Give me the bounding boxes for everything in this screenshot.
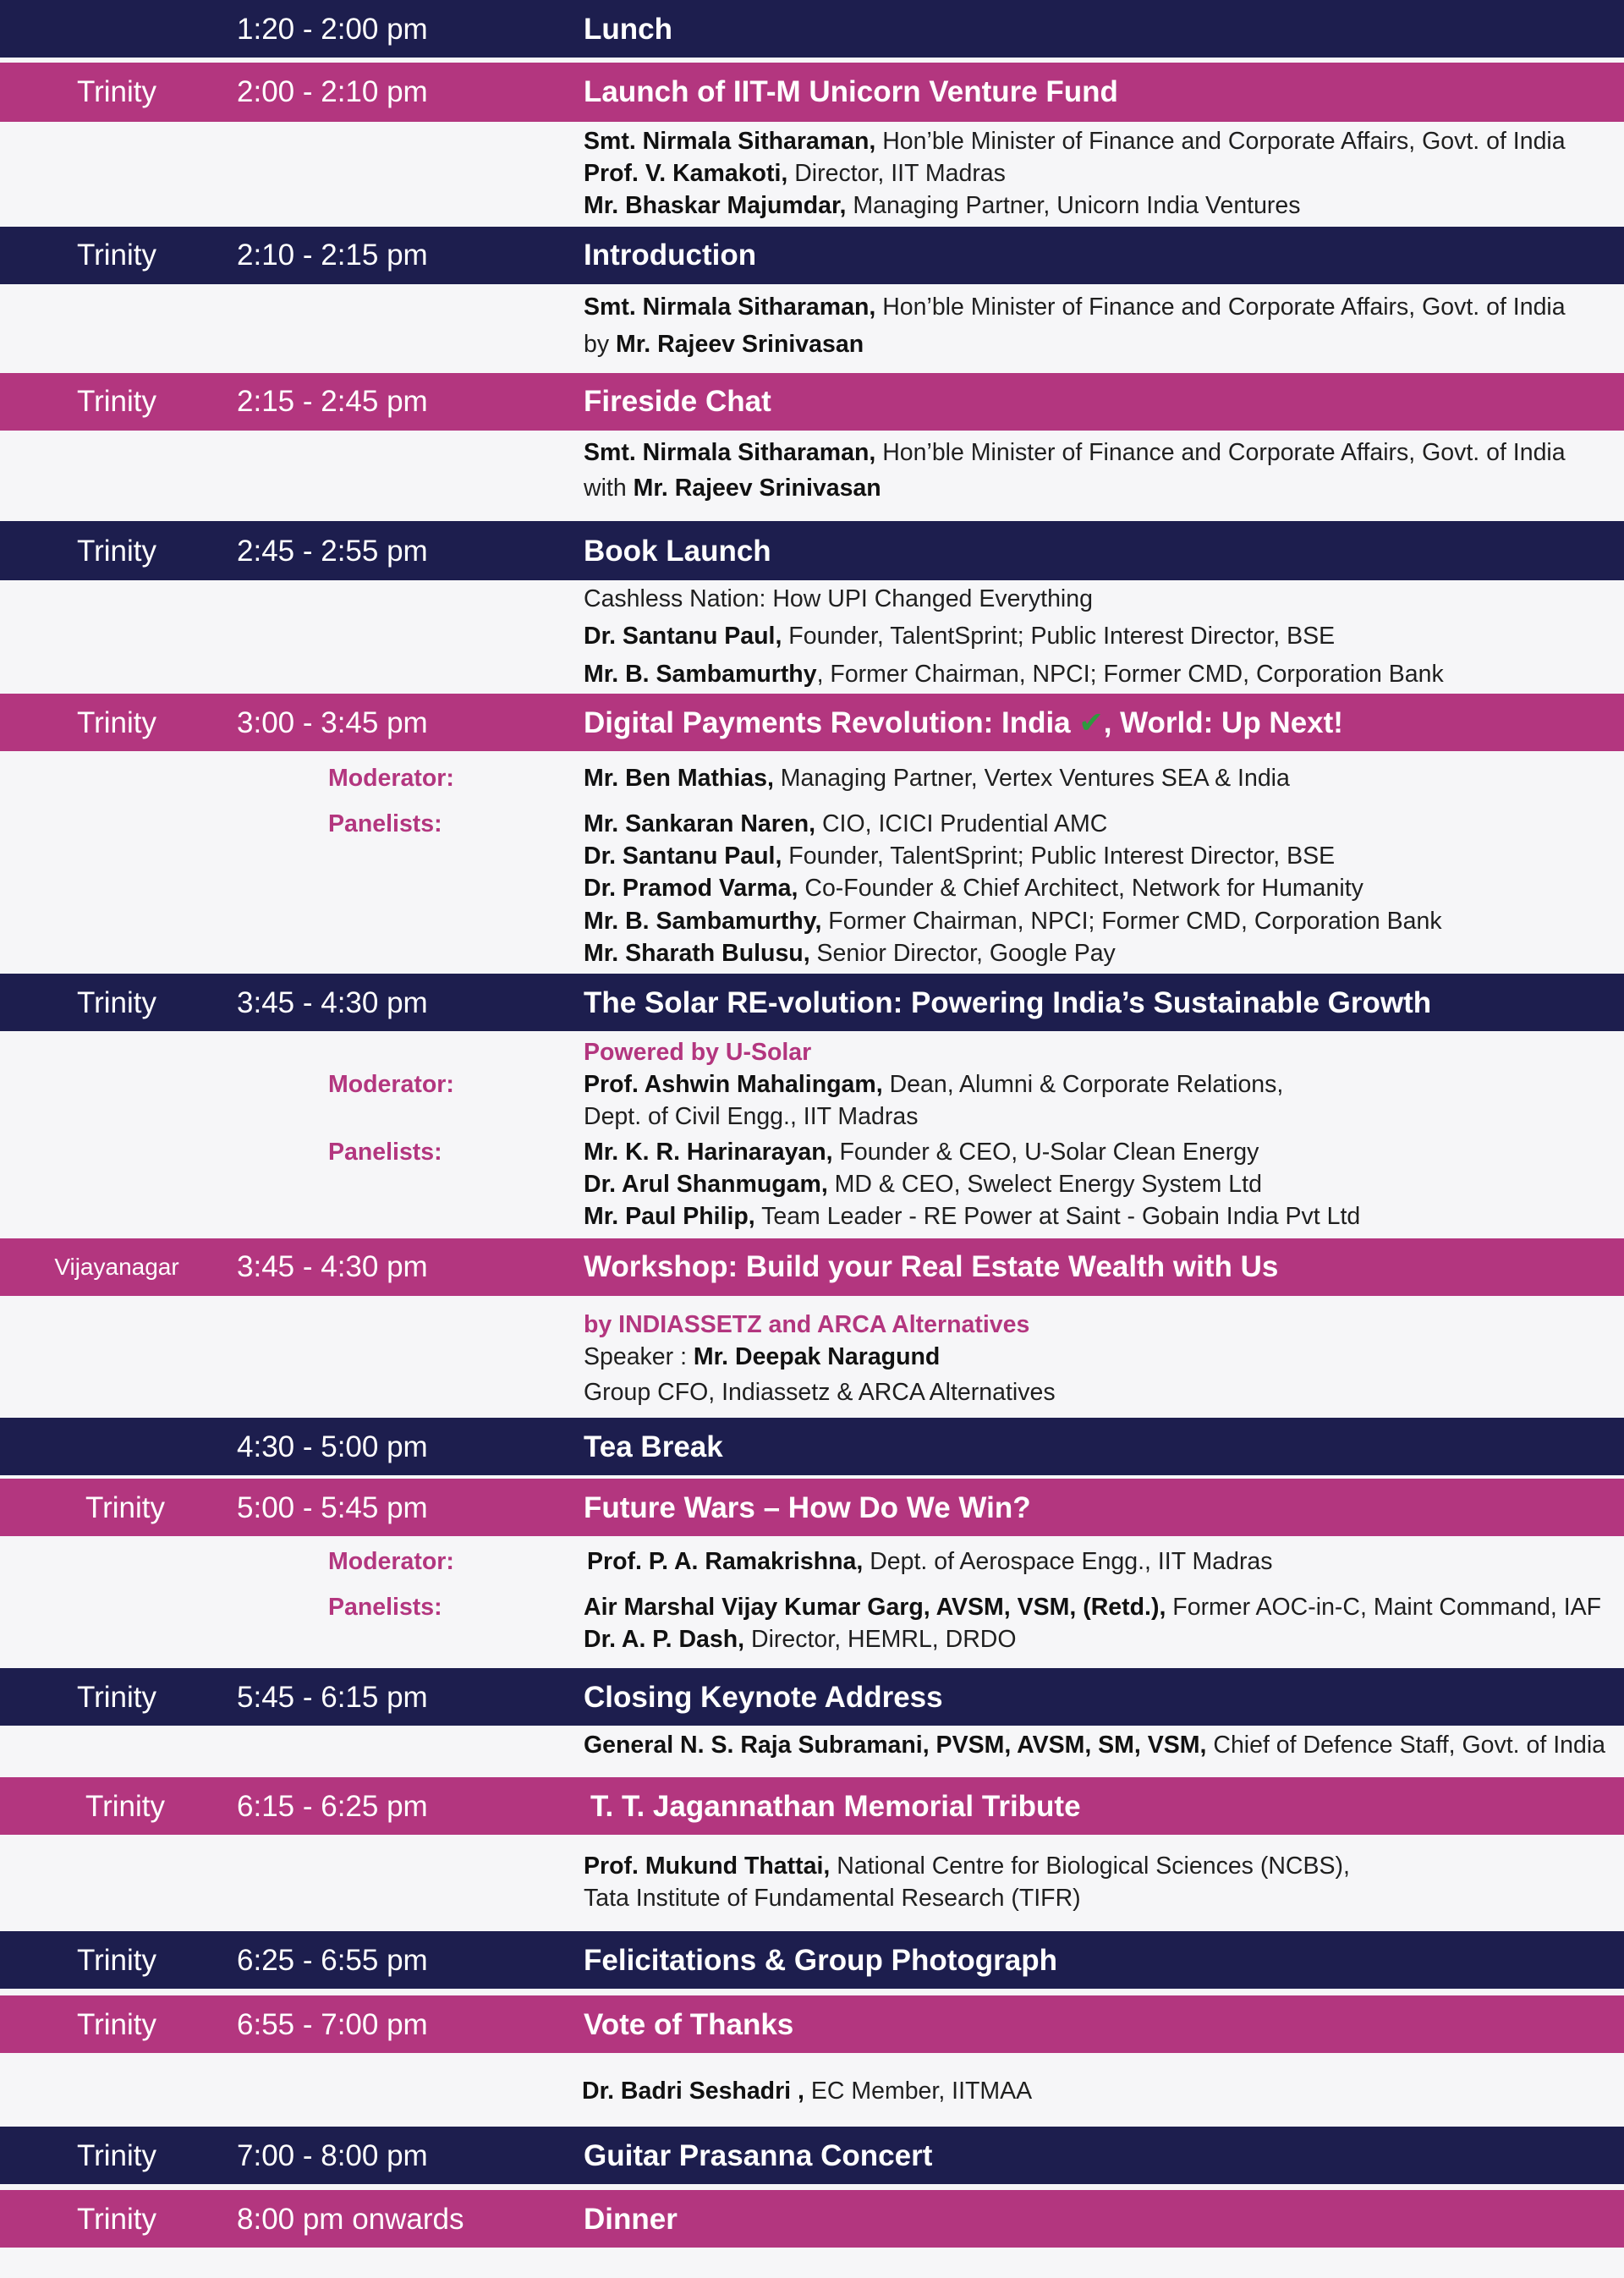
session-title: Lunch [584, 13, 672, 46]
speaker-desc: Senior Director, Google Pay [809, 940, 1116, 967]
speaker-line [584, 162, 1006, 186]
speaker-desc: Hon’ble Minister of Finance and Corporate Affairs, Govt. of India [875, 439, 1566, 466]
session-bar-fireside-chat [0, 373, 1624, 431]
speaker-desc: Dept. of Aerospace Engg., IIT Madras [863, 1548, 1273, 1575]
speaker-desc: Director, HEMRL, DRDO [744, 1626, 1017, 1653]
speaker-line [584, 1595, 1601, 1620]
speaker-desc: CIO, ICICI Prudential AMC [815, 810, 1108, 837]
check-icon: ✔ [1078, 706, 1104, 739]
panelists-label: Panelists: [328, 1594, 442, 1621]
session-bar-lunch [0, 0, 1624, 58]
speaker-name: Mr. B. Sambamurthy, [584, 908, 822, 935]
speaker-desc: Founder & CEO, U-Solar Clean Energy [832, 1139, 1259, 1166]
session-time: 6:15 - 6:25 pm [237, 1790, 428, 1823]
session-bar-future-wars [0, 1479, 1624, 1536]
session-bar-book-launch [0, 521, 1624, 580]
session-venue: Trinity [77, 1681, 156, 1714]
session-time: 3:45 - 4:30 pm [237, 1250, 428, 1283]
speaker-desc: Team Leader - RE Power at Saint - Gobain India Pvt Ltd [754, 1203, 1361, 1230]
speaker-name: Prof. Ashwin Mahalingam, [584, 1071, 883, 1098]
speaker-desc: Managing Partner, Unicorn India Ventures [846, 192, 1301, 219]
speaker-line [584, 441, 1566, 465]
session-title: T. T. Jagannathan Memorial Tribute [590, 1790, 1081, 1823]
speaker-desc: MD & CEO, Swelect Energy System Ltd [827, 1171, 1262, 1198]
speaker-line [584, 295, 1566, 320]
by-label: by [584, 331, 617, 358]
session-bar-felicitations [0, 1931, 1624, 1989]
speaker-line [584, 662, 1444, 687]
speaker-desc: Dean, Alumni & Corporate Relations, [882, 1071, 1284, 1098]
speaker-name: Mr. Paul Philip, [584, 1203, 755, 1230]
speaker-name: Smt. Nirmala Sitharaman, [584, 439, 876, 466]
session-title: Guitar Prasanna Concert [584, 2139, 933, 2172]
speaker-line [584, 194, 1301, 218]
session-title: The Solar RE-volution: Powering India’s Sustainable Growth [584, 986, 1432, 1019]
speaker-line [584, 1172, 1262, 1197]
speaker-line [587, 1550, 1273, 1574]
session-venue: Trinity [85, 1790, 165, 1823]
session-bar-workshop [0, 1238, 1624, 1296]
session-title: Felicitations & Group Photograph [584, 1944, 1057, 1977]
speaker-line [584, 1628, 1017, 1652]
session-bar-introduction [0, 227, 1624, 284]
speaker-desc: Former AOC-in-C, Maint Command, IAF [1166, 1594, 1602, 1621]
speaker-desc-line: Dept. of Civil Engg., IIT Madras [584, 1103, 919, 1130]
speaker-label: Speaker : [584, 1343, 694, 1370]
session-title-part: , World: Up Next! [1103, 706, 1343, 739]
speaker-line [584, 766, 1290, 791]
panelists-label: Panelists: [328, 1139, 442, 1166]
speaker-line [584, 624, 1335, 649]
moderator-label: Moderator: [328, 765, 454, 792]
speaker-name: Dr. Pramod Varma, [584, 875, 798, 902]
speaker-line [584, 812, 1107, 837]
speaker-name: Prof. Mukund Thattai, [584, 1853, 831, 1880]
speaker-name: Mr. K. R. Harinarayan, [584, 1139, 833, 1166]
speaker-desc: Founder, TalentSprint; Public Interest Director, BSE [782, 843, 1336, 870]
speaker-name: Dr. A. P. Dash, [584, 1626, 745, 1653]
speaker-desc: Managing Partner, Vertex Ventures SEA & India [773, 765, 1290, 792]
speaker-line [584, 844, 1335, 869]
speaker-line [584, 332, 864, 357]
sponsor-line: by INDIASSETZ and ARCA Alternatives [584, 1311, 1030, 1338]
session-venue: Trinity [77, 2139, 156, 2172]
session-venue: Trinity [85, 1491, 165, 1524]
session-title: Book Launch [584, 535, 771, 568]
session-bar-tea-break [0, 1418, 1624, 1475]
speaker-desc: Chief of Defence Staff, Govt. of India [1206, 1732, 1606, 1759]
with-label: with [584, 475, 634, 502]
session-venue: Trinity [77, 385, 156, 418]
speaker-desc: Founder, TalentSprint; Public Interest Director, BSE [782, 623, 1336, 650]
session-title: Workshop: Build your Real Estate Wealth with Us [584, 1250, 1279, 1283]
session-bar-launch [0, 63, 1624, 122]
session-bar-solar-revolution [0, 974, 1624, 1031]
book-title: Cashless Nation: How UPI Changed Everything [584, 585, 1093, 612]
session-venue: Trinity [77, 1944, 156, 1977]
session-venue: Trinity [77, 239, 156, 272]
session-bar-memorial-tribute [0, 1777, 1624, 1835]
moderator-label: Moderator: [328, 1071, 454, 1098]
speaker-desc: Hon’ble Minister of Finance and Corporate Affairs, Govt. of India [875, 128, 1566, 155]
speaker-name: Dr. Arul Shanmugam, [584, 1171, 828, 1198]
speaker-name: Smt. Nirmala Sitharaman, [584, 128, 876, 155]
session-bar-vote-of-thanks [0, 1995, 1624, 2053]
session-time: 5:45 - 6:15 pm [237, 1681, 428, 1714]
session-venue: Trinity [77, 535, 156, 568]
speaker-name: Air Marshal Vijay Kumar Garg, AVSM, VSM, (Retd.), [584, 1594, 1166, 1621]
session-time: 6:25 - 6:55 pm [237, 1944, 428, 1977]
session-title: Tea Break [584, 1430, 723, 1463]
speaker-line [584, 129, 1566, 154]
session-venue: Vijayanagar [54, 1254, 179, 1280]
session-time: 3:45 - 4:30 pm [237, 986, 428, 1019]
moderator-label: Moderator: [328, 1548, 454, 1575]
speaker-line [584, 1205, 1360, 1229]
speaker-name: Dr. Badri Seshadri , [582, 2078, 804, 2105]
speaker-name: Smt. Nirmala Sitharaman, [584, 294, 876, 321]
session-time: 2:45 - 2:55 pm [237, 535, 428, 568]
speaker-name: Mr. Sharath Bulusu, [584, 940, 810, 967]
panelists-label: Panelists: [328, 810, 442, 837]
speaker-line [584, 1854, 1350, 1879]
speaker-name: Prof. V. Kamakoti, [584, 160, 788, 187]
speaker-desc: , Former Chairman, NPCI; Former CMD, Corporation Bank [816, 661, 1444, 688]
session-time: 2:10 - 2:15 pm [237, 239, 428, 272]
speaker-line [584, 1733, 1605, 1758]
session-time: 5:00 - 5:45 pm [237, 1491, 428, 1524]
speaker-line [584, 876, 1363, 901]
session-venue: Trinity [77, 2203, 156, 2236]
session-title [584, 708, 1343, 738]
speaker-desc-line: Tata Institute of Fundamental Research (TIFR) [584, 1885, 1081, 1912]
session-venue: Trinity [77, 706, 156, 739]
session-title: Dinner [584, 2203, 678, 2236]
session-time: 3:00 - 3:45 pm [237, 706, 428, 739]
speaker-line [584, 1345, 940, 1370]
speaker-desc: Former Chairman, NPCI; Former CMD, Corporation Bank [821, 908, 1442, 935]
speaker-desc: EC Member, IITMAA [804, 2078, 1033, 2105]
sponsor-line: Powered by U-Solar [584, 1039, 812, 1066]
speaker-name: Mr. Sankaran Naren, [584, 810, 816, 837]
speaker-name: General N. S. Raja Subramani, PVSM, AVSM, SM, VSM, [584, 1732, 1207, 1759]
session-title: Launch of IIT-M Unicorn Venture Fund [584, 75, 1118, 108]
speaker-line [584, 909, 1442, 934]
session-bar-concert [0, 2127, 1624, 2184]
speaker-line [584, 476, 881, 501]
session-time: 7:00 - 8:00 pm [237, 2139, 428, 2172]
speaker-line [582, 2079, 1032, 2104]
session-time: 1:20 - 2:00 pm [237, 13, 428, 46]
speaker-desc: Director, IIT Madras [787, 160, 1006, 187]
speaker-name: Mr. B. Sambamurthy [584, 661, 817, 688]
speaker-name: Mr. Deepak Naragund [693, 1343, 941, 1370]
session-bar-closing-keynote [0, 1668, 1624, 1726]
session-title: Closing Keynote Address [584, 1681, 943, 1714]
session-time: 2:00 - 2:10 pm [237, 75, 428, 108]
session-bar-dinner [0, 2190, 1624, 2248]
session-title: Fireside Chat [584, 385, 771, 418]
speaker-desc-line: Group CFO, Indiassetz & ARCA Alternatives [584, 1379, 1056, 1406]
session-title-part: Digital Payments Revolution: India [584, 706, 1079, 739]
speaker-name: Mr. Ben Mathias, [584, 765, 774, 792]
session-venue: Trinity [77, 75, 156, 108]
session-time: 4:30 - 5:00 pm [237, 1430, 428, 1463]
speaker-desc: National Centre for Biological Sciences (NCBS), [830, 1853, 1350, 1880]
speaker-name: Dr. Santanu Paul, [584, 623, 782, 650]
speaker-name: Mr. Bhaskar Majumdar, [584, 192, 847, 219]
speaker-line [584, 1073, 1283, 1097]
speaker-name: Mr. Rajeev Srinivasan [616, 331, 864, 358]
speaker-name: Mr. Rajeev Srinivasan [633, 475, 881, 502]
speaker-name: Dr. Santanu Paul, [584, 843, 782, 870]
speaker-desc: Co-Founder & Chief Architect, Network for Humanity [798, 875, 1363, 902]
session-time: 6:55 - 7:00 pm [237, 2008, 428, 2041]
session-title: Future Wars – How Do We Win? [584, 1491, 1031, 1524]
speaker-line [584, 941, 1116, 966]
session-time: 2:15 - 2:45 pm [237, 385, 428, 418]
session-venue: Trinity [77, 2008, 156, 2041]
speaker-desc: Hon’ble Minister of Finance and Corporate Affairs, Govt. of India [875, 294, 1566, 321]
session-title: Introduction [584, 239, 757, 272]
speaker-name: Prof. P. A. Ramakrishna, [587, 1548, 864, 1575]
speaker-line [584, 1140, 1259, 1165]
session-bar-digital-payments [0, 694, 1624, 751]
session-title: Vote of Thanks [584, 2008, 794, 2041]
session-time: 8:00 pm onwards [237, 2203, 464, 2236]
session-venue: Trinity [77, 986, 156, 1019]
